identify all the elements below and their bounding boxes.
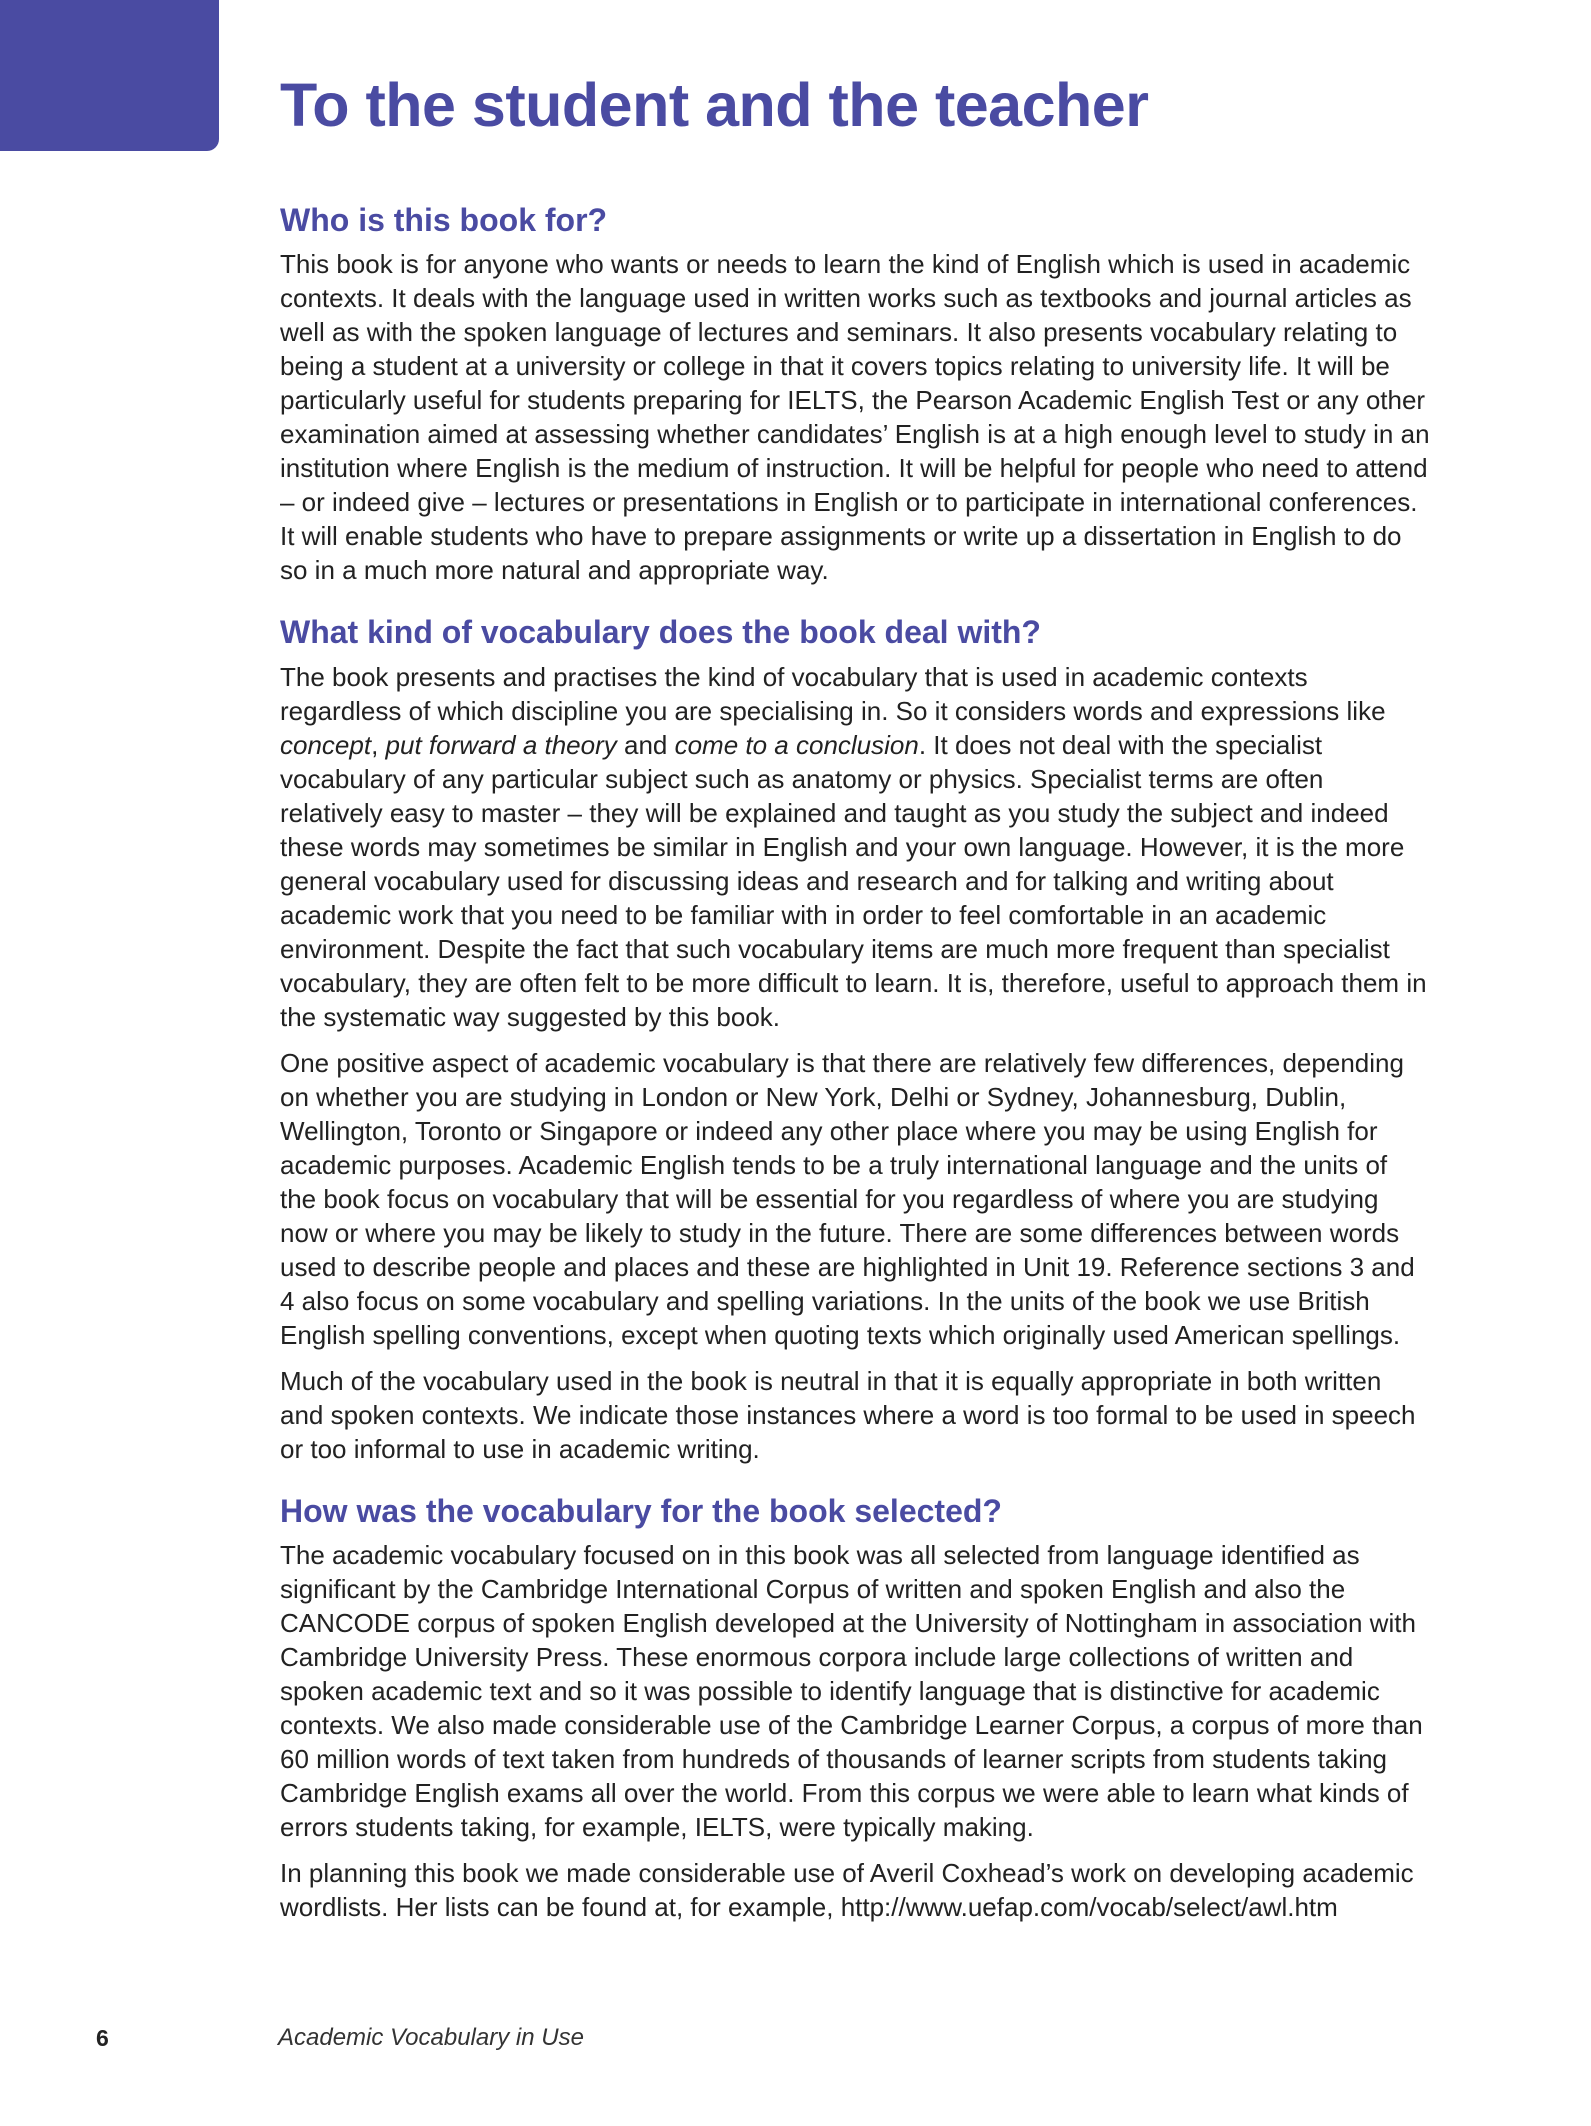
section-vocabulary-selection — [280, 1492, 1430, 1924]
section-heading: Who is this book for? — [280, 202, 608, 238]
paragraph: In planning this book we made considerable use of Averil Coxhead’s work on developing academic wordlists. Her lists can be found at, for example, http://www.uefap.com/vocab/select/awl.htm — [280, 1858, 1414, 1923]
example-term: concept — [280, 729, 372, 760]
page-number: 6 — [96, 2025, 109, 2051]
footer-book-title: Academic Vocabulary in Use — [278, 2024, 584, 2051]
text-run: and — [616, 729, 675, 760]
paragraph — [280, 660, 1430, 1034]
text-run: . It does not deal with the specialist vocabulary of any particular subject such as anatomy or physics. Specialist terms are often relatively easy to master – they will be explained and taught as you study the subject and indeed these words may sometimes be similar in English and your own language. However, it is the more general vocabulary used for discussing ideas and research and for talking and writing about academic work that you need to be familiar with in order to feel comfortable in an academic environment. Despite the fact that such vocabulary items are much more frequent than specialist vocabulary, they are often felt to be more difficult to learn. It is, therefore, useful to approach them in the systematic way suggested by this book. — [280, 729, 1427, 1032]
text-run: The book presents and practises the kind of vocabulary that is used in academic contexts regardless of which discipline you are specialising in. So it considers words and expressions like — [280, 661, 1386, 726]
section-who-is-this-book-for — [280, 201, 1430, 587]
example-term: come to a conclusion — [674, 729, 919, 760]
paragraph: The academic vocabulary focused on in this book was all selected from language identified as significant by the Cambridge International Corpus of written and spoken English and also the CANCODE corpus of spoken English developed at the University of Nottingham in association with Cambridge University Press. These enormous corpora include large collections of written and spoken academic text and so it was possible to identify language that is distinctive for academic contexts. We also made considerable use of the Cambridge Learner Corpus, a corpus of more than 60 million words of text taken from hundreds of thousands of learner scripts from students taking Cambridge English exams all over the world. From this corpus we were able to learn what kinds of errors students taking, for example, IELTS, were typically making. — [280, 1540, 1423, 1843]
paragraph: This book is for anyone who wants or needs to learn the kind of English which is used in academic contexts. It deals with the language used in written works such as textbooks and journal articles as well as with the spoken language of lectures and seminars. It also presents vocabulary relating to being a student at a university or college in that it covers topics relating to university life. It will be particularly useful for students preparing for IELTS, the Pearson Academic English Test or any other examination aimed at assessing whether candidates’ English is at a high enough level to study in an institution where English is the medium of instruction. It will be helpful for people who need to attend – or indeed give – lectures or presentations in English or to participate in international conferences. It will enable students who have to prepare assignments or write up a dissertation in English to do so in a much more natural and appropriate way. — [280, 249, 1430, 586]
example-term: put forward a theory — [385, 729, 617, 760]
page-title: To the student and the teacher — [280, 71, 1149, 139]
paragraph: Much of the vocabulary used in the book is neutral in that it is equally appropriate in both written and spoken contexts. We indicate those instances where a word is too formal to be used in speech or too informal to use in academic writing. — [280, 1365, 1416, 1464]
section-heading: What kind of vocabulary does the book deal with? — [280, 614, 1041, 651]
section-heading: How was the vocabulary for the book selected? — [280, 1492, 1002, 1529]
text-run: , — [371, 729, 386, 760]
corner-color-tab — [0, 0, 219, 151]
main-content — [280, 201, 1430, 1950]
section-vocabulary-kind — [280, 613, 1430, 1465]
paragraph: One positive aspect of academic vocabulary is that there are relatively few differences, depending on whether you are studying in London or New York, Delhi or Sydney, Johannesburg, Dublin, Wellington, Toronto or Singapore or indeed any other place where you may be using English for academic purposes. Academic English tends to be a truly international language and the units of the book focus on vocabulary that will be essential for you regardless of where you are studying now or where you may be likely to study in the future. There are some differences between words used to describe people and places and these are highlighted in Unit 19. Reference sections 3 and 4 also focus on some vocabulary and spelling variations. In the units of the book we use British English spelling conventions, except when quoting texts which originally used American spellings. — [280, 1047, 1415, 1350]
